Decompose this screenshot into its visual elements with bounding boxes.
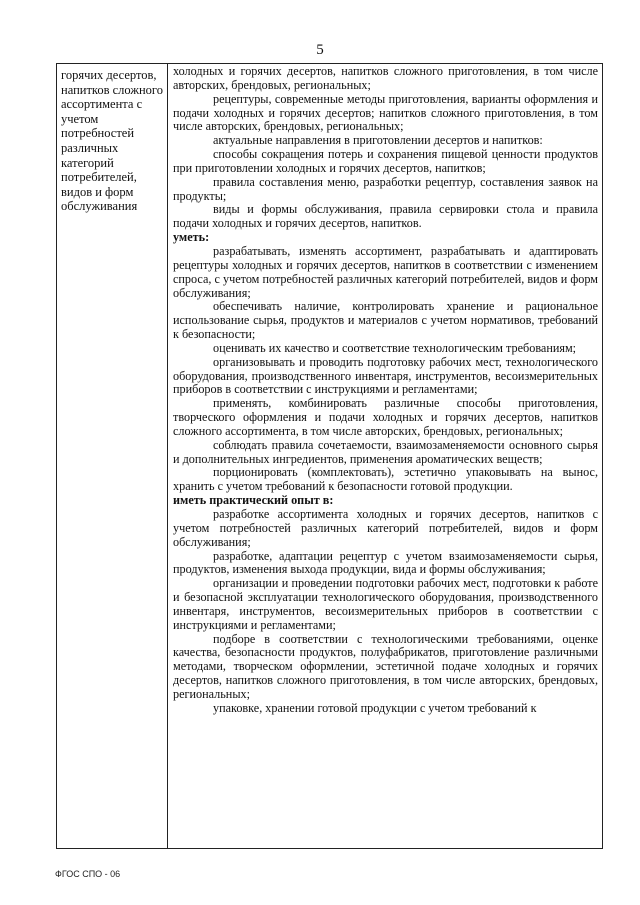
- requirement-paragraph: упаковке, хранении готовой продукции с учетом требований к: [213, 700, 537, 715]
- requirement-paragraph: организации и проведении подготовки рабочих мест, подготовки к работе и безопасной эксплуатации технологического оборудования, производственного инвентаря, инструментов, весоизмерительных приборов в соответствии с инструкциями и регламентами;: [173, 576, 598, 632]
- requirement-paragraph: разработке, адаптации рецептур с учетом взаимозаменяемости сырья, продуктов, изменения выхода продукции, вида и формы обслуживания;: [173, 548, 598, 577]
- requirement-paragraph: обеспечивать наличие, контролировать хранение и рациональное использование сырья, продуктов и материалов с учетом нормативов, требований к безопасности;: [173, 299, 598, 342]
- section-heading: уметь:: [173, 230, 210, 245]
- requirement-paragraph: разрабатывать, изменять ассортимент, разрабатывать и адаптировать рецептуры холодных и горячих десертов, напитков в соответствии с изменением спроса, с учетом потребностей различных категорий потребителей, видов и форм обслуживания;: [173, 243, 598, 300]
- requirements-table: [56, 63, 603, 849]
- requirement-paragraph: соблюдать правила сочетаемости, взаимозаменяемости основного сырья и дополнительных ингредиентов, применения ароматических веществ;: [173, 437, 598, 466]
- requirement-paragraph: применять, комбинировать различные способы приготовления, творческого оформления и подачи холодных и горячих десертов, напитков сложного ассортимента, в том числе авторских, брендовых, региональных;: [173, 396, 598, 438]
- requirement-paragraph: рецептуры, современные методы приготовления, варианты оформления и подачи холодных и горячих десертов; напитков сложного приготовления, в том числе авторских, брендовых, региональных;: [173, 91, 598, 134]
- right-column-cell: [173, 65, 598, 716]
- section-heading: иметь практический опыт в:: [173, 493, 334, 508]
- requirement-paragraph: организовывать и проводить подготовку рабочих мест, технологического оборудования, производственного инвентаря, инструментов, весоизмерительных приборов в соответствии с инструкциями и регламентами;: [173, 354, 598, 397]
- requirement-paragraph: правила составления меню, разработки рецептур, составления заявок на продукты;: [173, 174, 598, 203]
- requirement-paragraph: виды и формы обслуживания, правила сервировки стола и правила подачи холодных и горячих десертов, напитков.: [173, 202, 598, 231]
- left-column-cell: [57, 64, 168, 848]
- page-number: 5: [316, 42, 324, 58]
- requirement-paragraph: актуальные направления в приготовлении десертов и напитков:: [213, 133, 543, 148]
- requirement-paragraph: холодных и горячих десертов, напитков сложного приготовления, в том числе авторских, брендовых, региональных;: [173, 64, 598, 92]
- requirement-paragraph: оценивать их качество и соответствие технологическим требованиям;: [213, 340, 577, 355]
- requirement-paragraph: способы сокращения потерь и сохранения пищевой ценности продуктов при приготовлении холодных и горячих десертов, напитков;: [173, 147, 598, 175]
- footer-label: ФГОС СПО - 06: [55, 869, 121, 879]
- requirement-paragraph: подборе в соответствии с технологическими требованиями, оценке качества, безопасности продуктов, полуфабрикатов, приготовление различными методами, творческом оформлении, эстетичной подаче холодных и горячих десертов, напитков сложного приготовления, в том числе авторских, брендовых, региональных;: [173, 631, 598, 701]
- requirement-paragraph: порционировать (комплектовать), эстетично упаковывать на вынос, хранить с учетом требований к безопасности готовой продукции.: [173, 465, 598, 494]
- requirement-paragraph: разработке ассортимента холодных и горячих десертов, напитков с учетом потребностей различных категорий потребителей, видов и форм обслуживания;: [173, 507, 598, 549]
- left-cell-text: горячих десертов, напитков сложного ассортимента с учетом потребностей различных категорий потребителей, видов и форм обслуживания: [61, 68, 163, 214]
